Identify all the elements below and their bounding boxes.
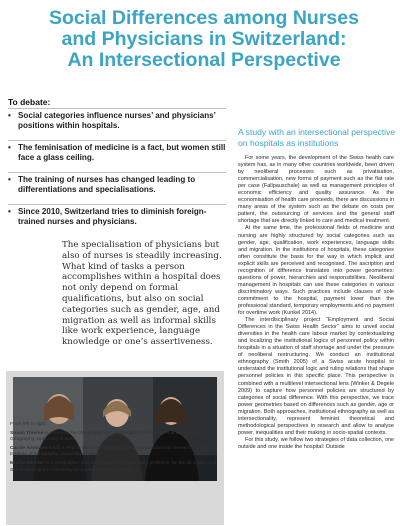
person-description: is professor for Geography and Sustainable Development at the Institute of Geography, University of Bern. (10, 431, 207, 443)
debate-heading: To debate: (8, 97, 51, 107)
debate-item-text: Social categories influence nurses’ and physicians’ positions within hospitals. (18, 111, 216, 130)
person-name: Marina Richter (10, 461, 44, 467)
debate-item-text: Since 2010, Switzerland tries to diminish foreign-trained nurses and physicians. (18, 207, 207, 226)
bullet-icon: • (8, 111, 11, 120)
debate-item (8, 204, 226, 231)
debate-item (8, 108, 226, 135)
person-description: holds a PhD in Social Anthropology and is a postdoctoral researcher at the Institute of Geography, University of Bern. (10, 446, 210, 458)
bullet-icon: • (8, 207, 11, 216)
debate-item (8, 140, 226, 167)
section-heading: A study with an intersectional perspective on hospitals as institutions (238, 127, 396, 148)
debate-item (8, 172, 226, 199)
person-description: is a geographer and sociologist and is assistant professor for Social Space and Social Work at the University of Applied Sciences, Valais. (10, 461, 217, 473)
caption-person (10, 461, 220, 473)
photo-caption (10, 422, 220, 477)
bullet-icon: • (8, 143, 11, 152)
page-title (14, 8, 394, 71)
debate-item-text: The feminisation of medicine is a fact, but women still face a glass ceiling. (18, 143, 226, 162)
article-paragraph: At the same time, the professional fields of medicine and nursing are highly structured by social categories such as gender, age, qualification, work experiences, language skills and migration. In the institutions of hospitals, these categories often constitute the basis for the way in which implicit and explicit skills are perceived and recognised. The ascription and recognition of difference translates into power geometries: questions of power, hierarchies and responsibilities. Neoliberal management in hospitals can use these categories in various discriminatory ways. Such practices include clauses of sole commitment to the hospital, payment lower than the professional standard, temporary employments and no payment for overtime work (Kunkel 2014). (238, 225, 394, 317)
title-line: Social Differences among Nurses (49, 7, 359, 29)
caption-person (10, 431, 220, 443)
person-name: Susan Thieme (10, 431, 44, 437)
debate-item-text: The training of nurses has changed leading to differentiations and specialisations. (18, 175, 196, 194)
title-line: and Physicians in Switzerland: (61, 28, 347, 50)
bullet-icon: • (8, 175, 11, 184)
article-paragraph: For some years, the development of the Swiss health care system has, as in many other countries worldwide, been driven by neoliberal processes such as privatisation, commercialisation, new forms of payment such as the flat rate per case (Fallpauschale) as well as management principles of economic efficiency and quality assurance. As the economisation of health care proceeds, there are discussions in many areas of the system such as the debate on costs per patient, the outsourcing of services and the general staff shortage that are directly linked to care and medical treatment. (238, 155, 394, 225)
person-name: Carole Ammann (10, 446, 48, 452)
caption-intro: From left to right: (10, 422, 47, 427)
article-body (238, 155, 394, 451)
pull-quote: The specialisation of physicians but also of nurses is steadily increasing. What kind of tasks a person accomplishes within a hospital does not only depend on formal qualifications, but also on social categories such as gender, age, and migration as well as informal skills like work experience, language knowledge or one’s assertiveness. (62, 240, 222, 348)
title-line: An Intersectional Perspective (67, 49, 341, 71)
article-paragraph: The interdisciplinary project “Employment and Social Differences in the Swiss Health Sector” aims to unveil social diversities in the health care labour market by contextualizing and localizing the institutional logics of personnel policy within hospitals in a situation of staff shortage and under the pressure of neoliberal restructuring. We conduct an institutional ethnography (Smith 2005) of a Swiss acute hospital to understand the institutional logic and ruling relations that shape personnel policies in this specific place. This perspective is combined with a multilevel intersectional lens (Winker & Degele 2009) to capture how personnel policies are structured by categories of social difference. With this perspective, we trace power geometries based on differences such as gender, age or migration. Both approaches, institutional ethnography as well as intersectionality, represent feminist theoretical and methodological perspectives in research and allow to analyse power, inequalities and their making in socio-spatial contexts. (238, 317, 394, 436)
article-paragraph: For this study, we follow two strategies of data collection, one outside and one inside the hospital: Outside (238, 436, 394, 450)
caption-person (10, 446, 220, 458)
debate-list (8, 108, 226, 236)
